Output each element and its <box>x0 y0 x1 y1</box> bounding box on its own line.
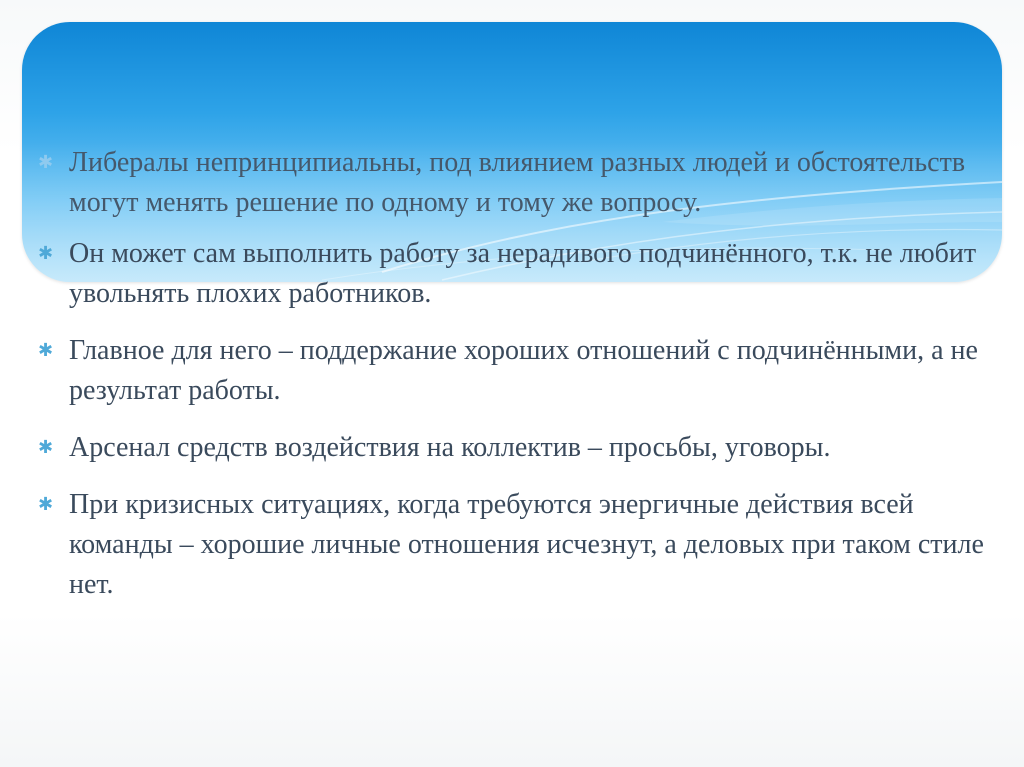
asterisk-star-icon: ✱ <box>38 152 54 173</box>
asterisk-star-icon: ✱ <box>38 340 54 361</box>
bullet-text: Он может сам выполнить работу за нерадивого подчинённого, т.к. не любит увольнять плохих работников. <box>69 238 977 309</box>
bullet-text: При кризисных ситуациях, когда требуются энергичные действия всей команды – хорошие личные отношения исчезнут, а деловых при таком стиле нет. <box>69 489 984 600</box>
asterisk-star-icon: ✱ <box>38 494 54 515</box>
list-item <box>36 234 1006 314</box>
bullet-text: Арсенал средств воздействия на коллектив – просьбы, уговоры. <box>69 432 831 463</box>
asterisk-star-icon: ✱ <box>38 243 54 264</box>
bullet-list <box>36 143 1006 622</box>
bullet-text: Либералы непринципиальны, под влиянием разных людей и обстоятельств могут менять решение по одному и тому же вопросу. <box>69 147 966 218</box>
list-item <box>36 428 1006 468</box>
list-item <box>36 485 1006 605</box>
asterisk-star-icon: ✱ <box>38 437 54 458</box>
list-item <box>36 143 1006 223</box>
list-item <box>36 331 1006 411</box>
bullet-text: Главное для него – поддержание хороших отношений с подчинёнными, а не результат работы. <box>69 335 978 406</box>
